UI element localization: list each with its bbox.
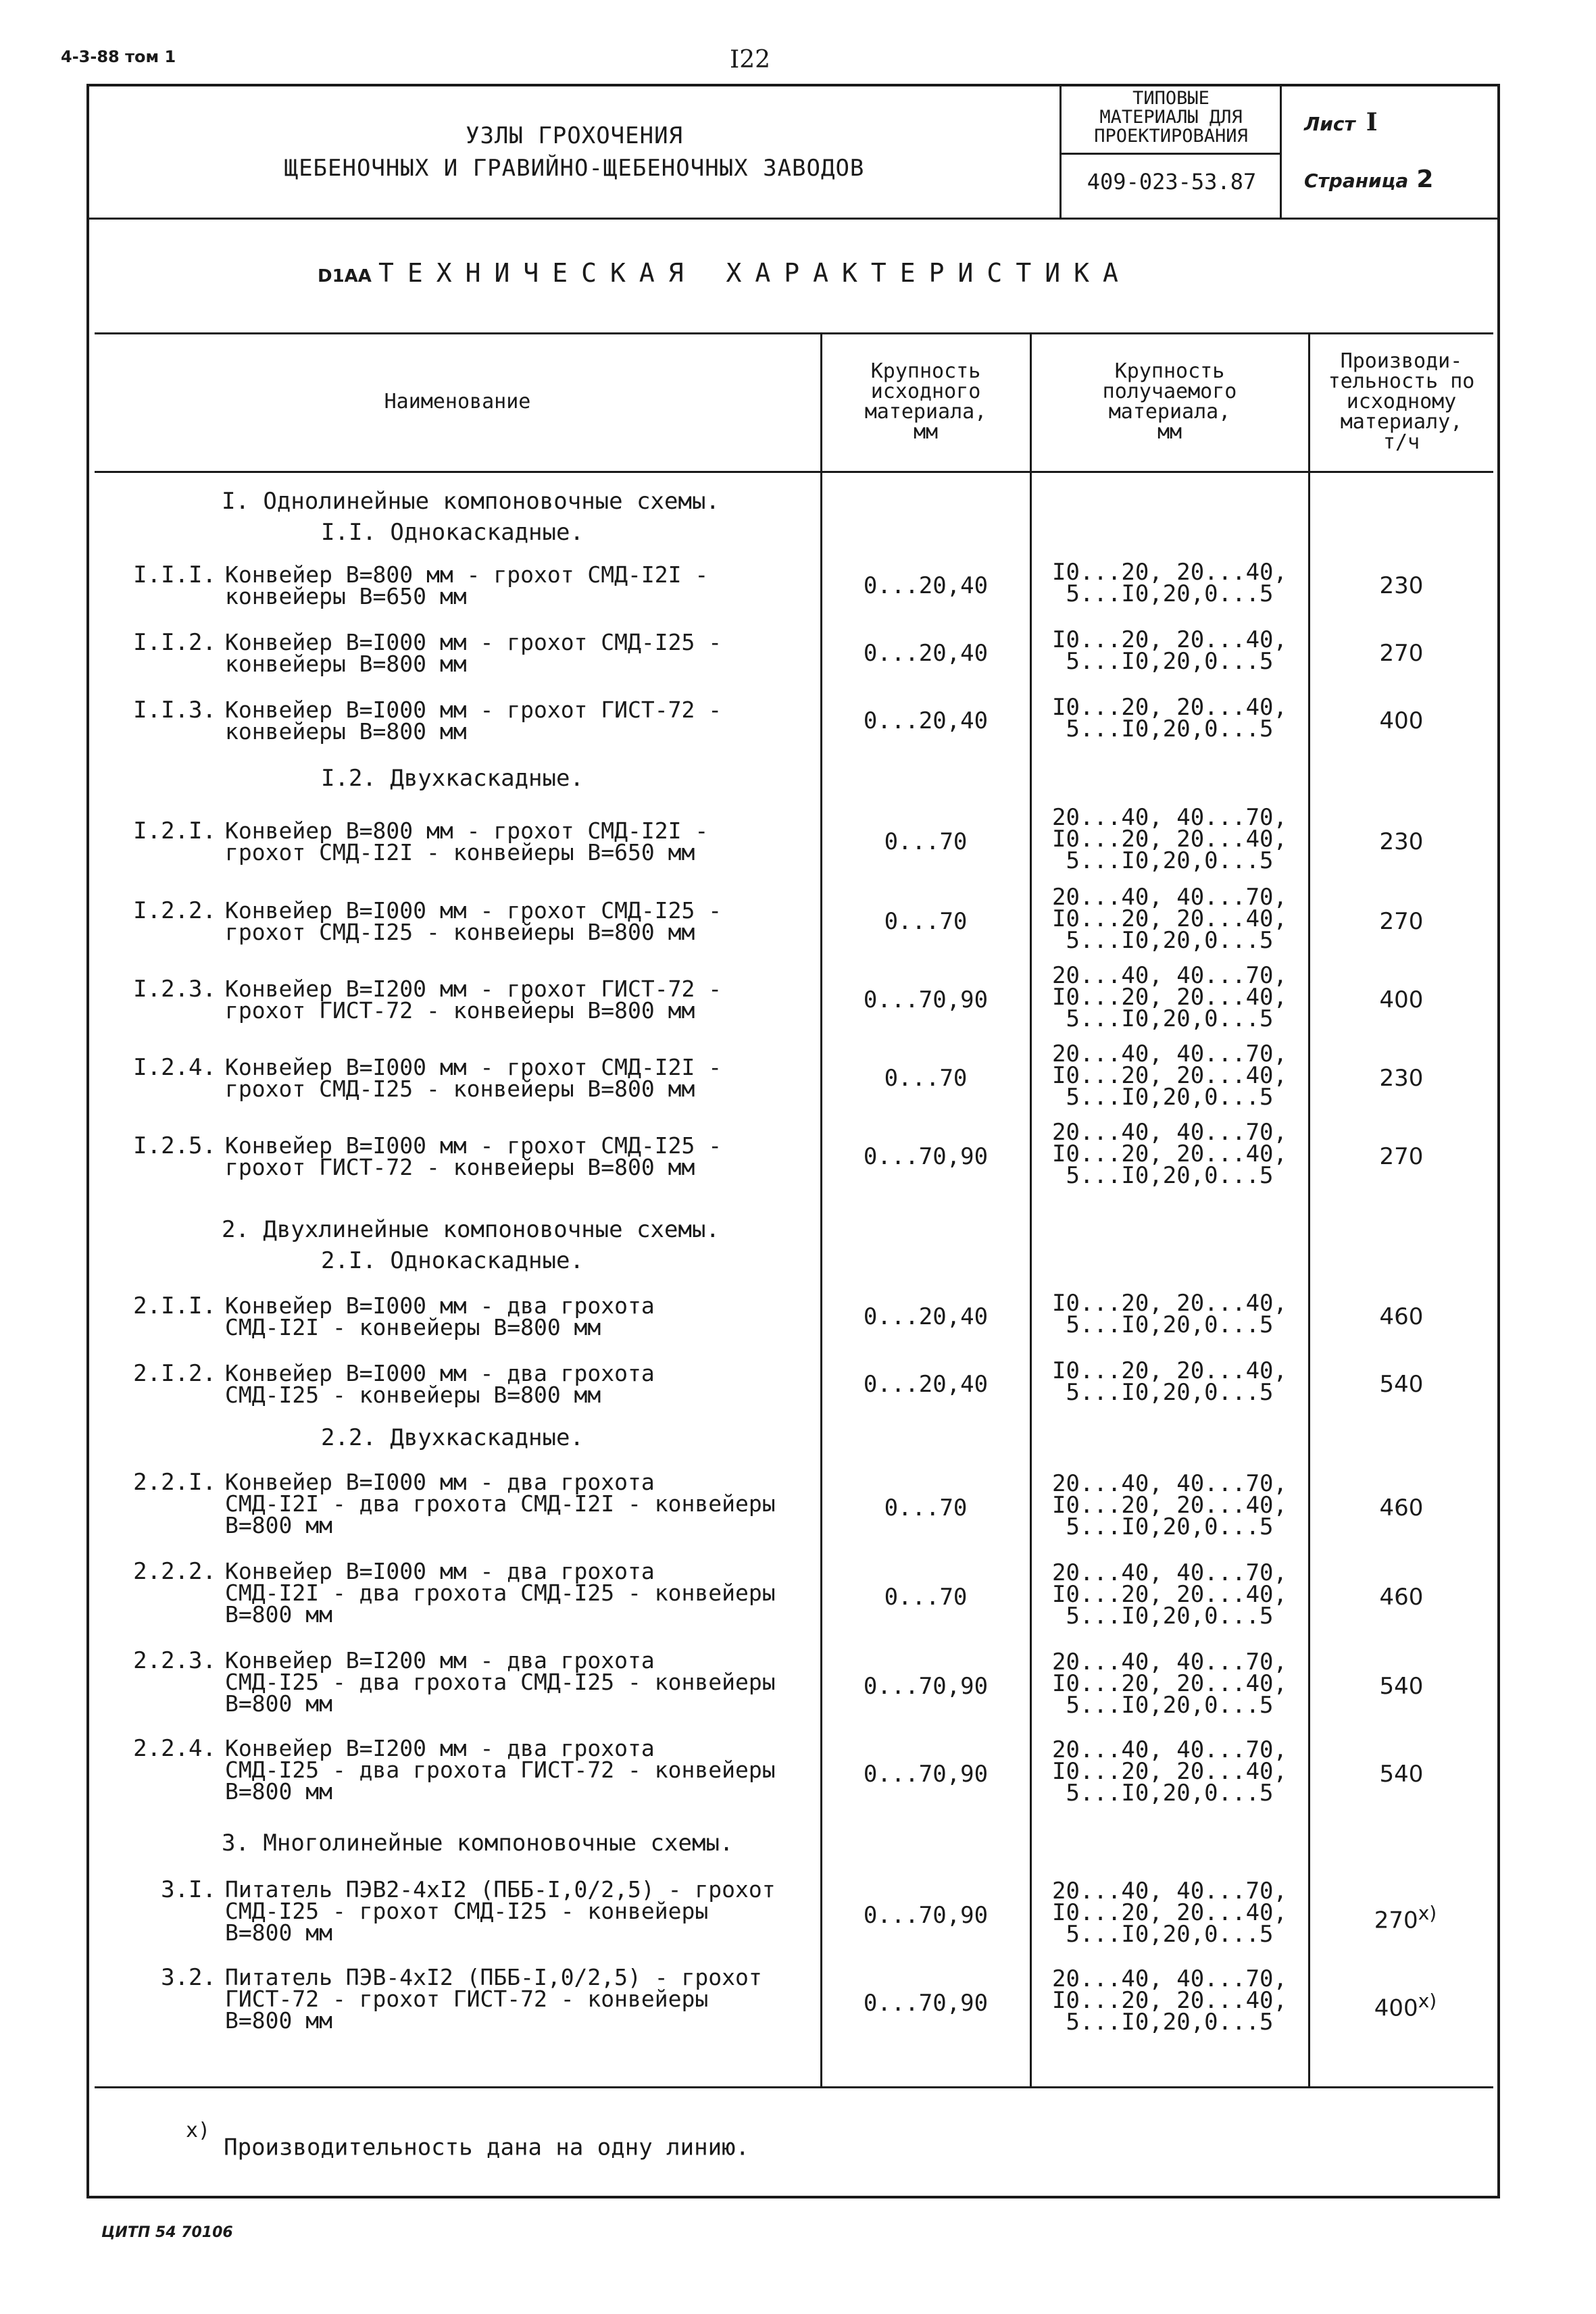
row-performance: 230 (1379, 1065, 1424, 1092)
row-performance-mark: х) (1418, 1902, 1437, 1924)
row-number: I.2.I. (133, 818, 216, 845)
row-number: 3.I. (161, 1876, 216, 1903)
footnote (186, 2119, 749, 2161)
row-performance: 400 (1379, 707, 1424, 734)
subgroup-heading: 2.I. Однокаскадные. (321, 1247, 584, 1274)
row-performance-mark: х) (1418, 1990, 1437, 2012)
row-input-size: 0...20,40 (863, 1303, 989, 1330)
row-number: 2.2.2. (133, 1558, 216, 1585)
row-output-size: 20...40, 40...70, I0...20, 20...40, 5...I0,20,0...5 (1052, 1965, 1287, 2036)
header-name-text: Наименование (384, 390, 531, 413)
row-name: Конвейер В=I000 мм - грохот ГИСТ-72 - конвейеры В=800 мм (225, 697, 722, 745)
row-output-size: 20...40, 40...70, I0...20, 20...40, 5...I0,20,0...5 (1052, 1470, 1287, 1540)
row-performance: 230 (1379, 572, 1424, 599)
row-performance-value: 400 (1374, 1994, 1418, 2022)
series-line-2: МАТЕРИАЛЫ ДЛЯ (1099, 107, 1243, 128)
series-divider (1059, 153, 1281, 155)
row-input-size: 0...20,40 (863, 1371, 989, 1398)
row-output-size: 20...40, 40...70, I0...20, 20...40, 5...I0,20,0...5 (1052, 884, 1287, 954)
row-name: Конвейер В=I000 мм - два грохота СМД-I2I - два грохота СМД-I2I - конвейеры В=800 мм (225, 1469, 776, 1538)
section-title: ТЕХНИЧЕСКАЯ ХАРАКТЕРИСТИКА (378, 258, 1132, 288)
title-divider-2 (1280, 84, 1282, 219)
row-input-size: 0...70 (884, 1584, 968, 1611)
header-input-line: материала, (864, 400, 987, 424)
row-output-size: 20...40, 40...70, I0...20, 20...40, 5...I0,20,0...5 (1052, 1559, 1287, 1630)
header-perf-line: исходному (1346, 390, 1457, 413)
column-header-output (1032, 334, 1307, 470)
row-output-size: I0...20, 20...40, 5...I0,20,0...5 (1052, 1357, 1287, 1406)
row-input-size: 0...70 (884, 908, 968, 935)
sheet-value: I (1366, 108, 1378, 136)
row-number: 2.2.4. (133, 1735, 216, 1762)
row-performance: 400 (1379, 986, 1424, 1013)
series-line-3: ПРОЕКТИРОВАНИЯ (1094, 126, 1248, 147)
row-name: Конвейер В=I000 мм - грохот СМД-I25 - конвейеры В=800 мм (225, 629, 722, 677)
row-output-size: 20...40, 40...70, I0...20, 20...40, 5...I0,20,0...5 (1052, 804, 1287, 874)
row-performance (1345, 1990, 1466, 2021)
row-input-size: 0...70 (884, 1494, 968, 1521)
row-input-size: 0...20,40 (863, 572, 989, 599)
row-performance: 460 (1379, 1494, 1424, 1521)
row-number: I.I.I. (133, 561, 216, 588)
row-performance: 460 (1379, 1584, 1424, 1611)
printer-mark: ЦИТП 54 70106 (101, 2224, 233, 2241)
subgroup-heading: I.2. Двухкаскадные. (321, 765, 584, 792)
row-number: 2.2.I. (133, 1469, 216, 1496)
row-performance: 270 (1379, 1143, 1424, 1170)
row-performance: 270 (1379, 908, 1424, 935)
series-label (1062, 89, 1280, 146)
row-input-size: 0...70,90 (863, 1761, 989, 1788)
row-name: Конвейер В=I000 мм - два грохота СМД-I2I - два грохота СМД-I25 - конвейеры В=800 мм (225, 1558, 776, 1628)
row-performance: 460 (1379, 1303, 1424, 1330)
row-number: 2.I.I. (133, 1292, 216, 1319)
column-header-input (822, 334, 1029, 470)
row-name: Конвейер В=800 мм - грохот СМД-I2I - конвейеры В=650 мм (225, 561, 709, 609)
row-input-size: 0...70,90 (863, 1143, 989, 1170)
row-input-size: 0...70,90 (863, 1990, 989, 2017)
header-output-line: Крупность (1114, 359, 1225, 383)
column-header-name (96, 334, 819, 470)
header-perf-line: материалу, (1340, 410, 1463, 434)
header-output-line: материала, (1108, 400, 1231, 424)
header-perf-line: Производи- (1340, 349, 1463, 373)
document-reference: 4-3-88 том 1 (61, 47, 176, 66)
column-header-performance (1310, 334, 1493, 470)
row-name: Конвейер В=800 мм - грохот СМД-I2I - грохот СМД-I2I - конвейеры В=650 мм (225, 818, 709, 865)
group-heading: I. Однолинейные компоновочные схемы. (222, 488, 720, 515)
row-performance: 230 (1379, 828, 1424, 855)
row-output-size: 20...40, 40...70, I0...20, 20...40, 5...I0,20,0...5 (1052, 1878, 1287, 1948)
row-output-size: 20...40, 40...70, I0...20, 20...40, 5...I0,20,0...5 (1052, 1649, 1287, 1719)
row-name: Конвейер В=I200 мм - два грохота СМД-I25 - два грохота СМД-I25 - конвейеры В=800 мм (225, 1647, 776, 1717)
header-output-line: мм (1157, 420, 1182, 444)
row-performance: 540 (1379, 1673, 1424, 1700)
row-number: I.I.3. (133, 697, 216, 724)
row-input-size: 0...70 (884, 1065, 968, 1092)
row-number: 3.2. (161, 1964, 216, 1991)
row-output-size: I0...20, 20...40, 5...I0,20,0...5 (1052, 694, 1287, 743)
row-output-size: I0...20, 20...40, 5...I0,20,0...5 (1052, 626, 1287, 675)
row-input-size: 0...70,90 (863, 1673, 989, 1700)
row-output-size: I0...20, 20...40, 5...I0,20,0...5 (1052, 1290, 1287, 1338)
row-output-size: 20...40, 40...70, I0...20, 20...40, 5...I0,20,0...5 (1052, 1040, 1287, 1111)
row-output-size: 20...40, 40...70, I0...20, 20...40, 5...I0,20,0...5 (1052, 1736, 1287, 1807)
row-performance: 270 (1379, 640, 1424, 667)
row-number: I.2.3. (133, 976, 216, 1003)
row-name: Конвейер В=I000 мм - грохот СМД-I2I - грохот СМД-I25 - конвейеры В=800 мм (225, 1054, 722, 1102)
row-output-size: 20...40, 40...70, I0...20, 20...40, 5...I0,20,0...5 (1052, 1119, 1287, 1189)
page-number: I22 (730, 46, 771, 74)
footnote-mark: х) (186, 2119, 211, 2142)
row-performance: 540 (1379, 1761, 1424, 1788)
subgroup-heading: 2.2. Двухкаскадные. (321, 1424, 584, 1451)
row-input-size: 0...70,90 (863, 1902, 989, 1929)
row-name: Питатель ПЭВ-4хI2 (ПББ-I,0/2,5) - грохот ГИСТ-72 - грохот ГИСТ-72 - конвейеры В=800 мм (225, 1964, 762, 2034)
group-heading: 3. Многолинейные компоновочные схемы. (222, 1830, 734, 1857)
row-performance: 540 (1379, 1371, 1424, 1398)
header-input-line: исходного (870, 380, 981, 403)
series-line-1: ТИПОВЫЕ (1132, 88, 1210, 109)
series-code: 409-023-53.87 (1087, 169, 1257, 195)
page-label: Страница (1304, 170, 1409, 192)
row-name: Конвейер В=I000 мм - грохот СМД-I25 - грохот СМД-I25 - конвейеры В=800 мм (225, 897, 722, 945)
row-output-size: I0...20, 20...40, 5...I0,20,0...5 (1052, 559, 1287, 607)
row-name: Конвейер В=I000 мм - два грохота СМД-I25 - конвейеры В=800 мм (225, 1360, 655, 1408)
row-input-size: 0...20,40 (863, 707, 989, 734)
row-performance-value: 270 (1374, 1907, 1418, 1934)
row-name: Питатель ПЭВ2-4хI2 (ПББ-I,0/2,5) - грохот СМД-I25 - грохот СМД-I25 - конвейеры В=800 мм (225, 1876, 776, 1946)
title-line-2: ЩЕБЕНОЧНЫХ И ГРАВИЙНО-ЩЕБЕНОЧНЫХ ЗАВОДОВ (284, 155, 865, 182)
row-input-size: 0...20,40 (863, 640, 989, 667)
sheet-label: Лист (1304, 113, 1355, 135)
row-input-size: 0...70,90 (863, 986, 989, 1013)
row-input-size: 0...70 (884, 828, 968, 855)
page-field (1304, 166, 1433, 193)
document-title (88, 85, 1061, 219)
header-perf-line: тельность по (1328, 370, 1475, 393)
row-output-size: 20...40, 40...70, I0...20, 20...40, 5...I0,20,0...5 (1052, 962, 1287, 1032)
page-value: 2 (1416, 166, 1434, 193)
header-input-line: Крупность (870, 359, 981, 383)
header-perf-line: т/ч (1382, 430, 1420, 454)
row-name: Конвейер В=I200 мм - два грохота СМД-I25 - два грохота ГИСТ-72 - конвейеры В=800 мм (225, 1735, 776, 1805)
row-number: 2.2.3. (133, 1647, 216, 1674)
footnote-text: Производительность дана на одну линию. (224, 2134, 749, 2161)
table-header-line (95, 471, 1493, 473)
row-number: 2.I.2. (133, 1360, 216, 1387)
subgroup-heading: I.I. Однокаскадные. (321, 519, 584, 546)
row-number: I.2.5. (133, 1132, 216, 1159)
title-line-1: УЗЛЫ ГРОХОЧЕНИЯ (465, 122, 684, 149)
group-heading: 2. Двухлинейные компоновочные схемы. (222, 1216, 720, 1243)
row-number: I.2.4. (133, 1054, 216, 1081)
row-name: Конвейер В=I000 мм - два грохота СМД-I2I - конвейеры В=800 мм (225, 1292, 655, 1340)
row-number: I.2.2. (133, 897, 216, 924)
row-name: Конвейер В=I000 мм - грохот СМД-I25 - грохот ГИСТ-72 - конвейеры В=800 мм (225, 1132, 722, 1180)
row-number: I.I.2. (133, 629, 216, 656)
header-output-line: получаемого (1102, 380, 1237, 403)
header-input-line: мм (913, 420, 939, 444)
section-code: D1AA (318, 266, 372, 286)
row-performance (1345, 1902, 1466, 1934)
sheet-field (1304, 108, 1378, 136)
row-name: Конвейер В=I200 мм - грохот ГИСТ-72 - грохот ГИСТ-72 - конвейеры В=800 мм (225, 976, 722, 1024)
table-bottom-line (95, 2086, 1493, 2088)
